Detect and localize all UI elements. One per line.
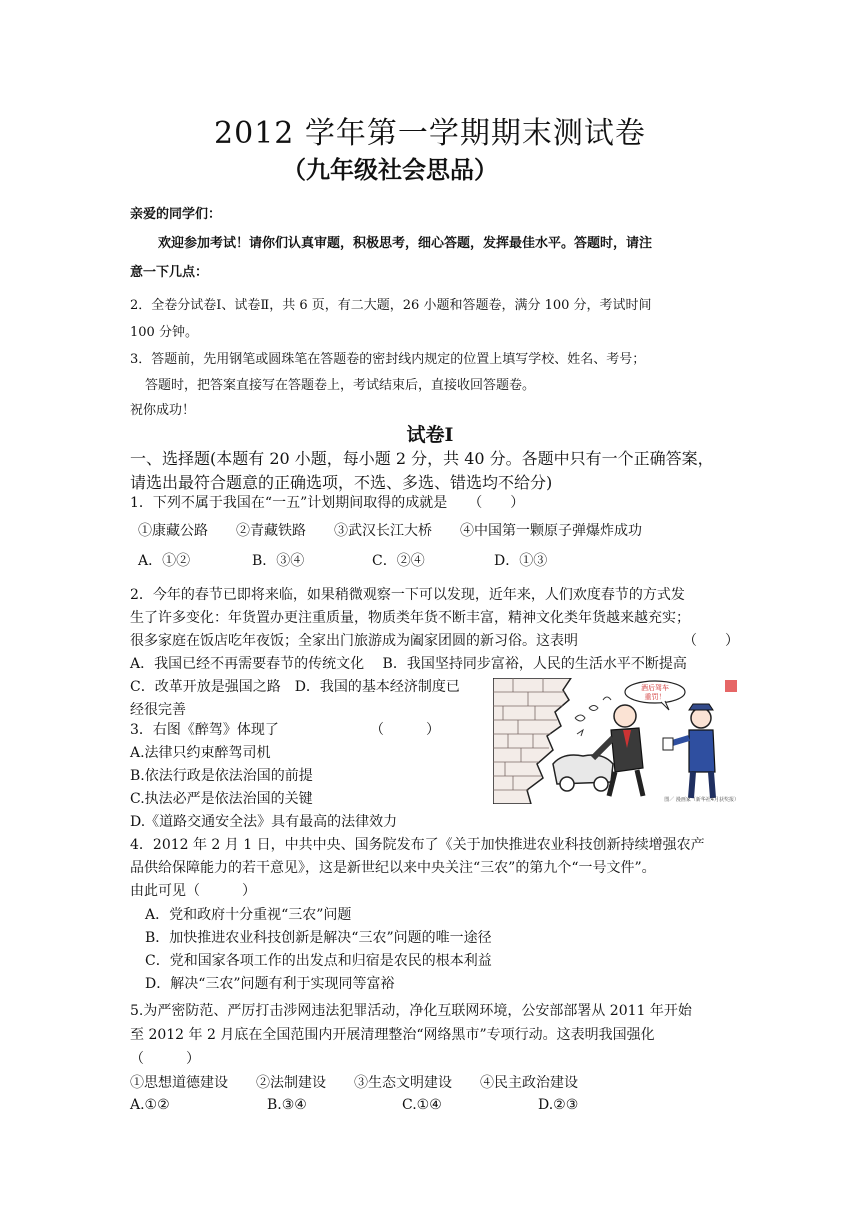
welcome-line-2: 意一下几点： (130, 265, 209, 280)
cartoon-drawing (493, 678, 743, 804)
welcome-line-1: 欢迎参加考试！请你们认真审题，积极思考，细心答题，发挥最佳水平。答题时，请注 (158, 236, 653, 251)
q5-option-c: C.①④ (402, 1097, 442, 1113)
q1-stem: 1．下列不属于我国在“一五”计划期间取得的成就是 （ ） (130, 495, 525, 511)
q5-option-a: A.①② (130, 1097, 170, 1113)
q3-answer-paren: （ ） (370, 722, 440, 738)
q2-line-1: 2．今年的春节已即将来临，如果稍微观察一下可以发现，近年来，人们欢度春节的方式发 (130, 587, 685, 603)
q1-items: ①康藏公路 ②青藏铁路 ③武汉长江大桥 ④中国第一颗原子弹爆炸成功 (138, 523, 642, 539)
q3-option-d: D.《道路交通安全法》具有最高的法律效力 (130, 814, 398, 830)
note-2-line-1: 2．全卷分试卷Ⅰ、试卷Ⅱ，共 6 页，有二大题，26 小题和答题卷，满分 100 分，考试时间 (130, 298, 652, 313)
q4-option-a: A．党和政府十分重视“三农”问题 (145, 907, 352, 923)
note-2-line-2: 100 分钟。 (130, 325, 198, 340)
drunk-driving-cartoon (493, 678, 743, 804)
q2-options-ab: A．我国已经不再需要春节的传统文化 B．我国坚持同步富裕，人民的生活水平不断提高 (130, 656, 687, 672)
q5-line-3: （ ） (130, 1051, 200, 1067)
q5-option-d: D.②③ (538, 1097, 579, 1113)
q3-option-c: C.执法必严是依法治国的关键 (130, 791, 313, 807)
exam-title: 2012 学年第一学期期末测试卷 (214, 116, 646, 151)
greeting: 亲爱的同学们： (130, 207, 222, 222)
cartoon-bubble-text-1: 酒后驾车 (641, 684, 669, 692)
q4-line-1: 4．2012 年 2 月 1 日，中共中央、国务院发布了《关于加快推进农业科技创新持续增强农产 (130, 837, 705, 853)
q4-option-d: D．解决“三农”问题有利于实现同等富裕 (145, 976, 395, 992)
q2-line-2: 生了许多变化：年货置办更注重质量，物质类年货不断丰富，精神文化类年货越来越充实； (130, 610, 690, 626)
q3-stem: 3．右图《醉驾》体现了 (130, 722, 279, 738)
wish-text: 祝你成功！ (130, 403, 196, 418)
q1-option-b: B．③④ (252, 553, 305, 569)
cartoon-caption: 图／ 漫画家（新华社4月获奖报） (664, 797, 739, 803)
section-instruction-line-2: 请选出最符合题意的正确选项，不选、多选、错选均不给分) (130, 473, 553, 492)
q2-line-3: 很多家庭在饭店吃年夜饭；全家出门旅游成为阖家团圆的新习俗。这表明 (130, 633, 578, 649)
q5-line-2: 至 2012 年 2 月底在全国范围内开展清理整治“网络黑市”专项行动。这表明我国强化 (130, 1027, 655, 1043)
section-instruction-line-1: 一、选择题(本题有 20 小题，每小题 2 分，共 40 分。各题中只有一个正确答案， (130, 449, 714, 468)
q5-option-b: B.③④ (267, 1097, 307, 1113)
note-3-line-2: 答题时，把答案直接写在答题卷上，考试结束后，直接收回答题卷。 (145, 378, 536, 393)
q2-answer-paren: （ ） (683, 633, 739, 649)
q4-option-c: C．党和国家各项工作的出发点和归宿是农民的根本利益 (145, 953, 492, 969)
q3-option-a: A.法律只约束醉驾司机 (130, 745, 271, 761)
q2-options-cd-line-2: 经很完善 (130, 702, 186, 718)
q5-line-1: 5.为严密防范、严厉打击涉网违法犯罪活动，净化互联网环境，公安部部署从 2011 年开始 (130, 1003, 692, 1019)
q1-option-c: C．②④ (372, 553, 425, 569)
note-3-line-1: 3．答题前，先用钢笔或圆珠笔在答题卷的密封线内规定的位置上填写学校、姓名、考号； (130, 352, 646, 367)
q5-items: ①思想道德建设 ②法制建设 ③生态文明建设 ④民主政治建设 (130, 1075, 578, 1091)
q1-option-a: A．①② (138, 553, 191, 569)
q3-option-b: B.依法行政是依法治国的前提 (130, 768, 313, 784)
q4-line-3: 由此可见（ ） (130, 883, 256, 899)
q1-option-d: D．①③ (494, 553, 548, 569)
q2-options-cd-line-1: C．改革开放是强国之路 D．我国的基本经济制度已 (130, 679, 460, 695)
cartoon-bubble-text-2: 重罚！ (644, 693, 666, 701)
q4-option-b: B．加快推进农业科技创新是解决“三农”问题的唯一途径 (145, 930, 492, 946)
section-title: 试卷Ⅰ (406, 424, 454, 446)
exam-subtitle: （九年级社会思品） (282, 156, 498, 184)
q4-line-2: 品供给保障能力的若干意见》，这是新世纪以来中央关注“三农”的第九个“一号文件”。 (130, 860, 656, 876)
